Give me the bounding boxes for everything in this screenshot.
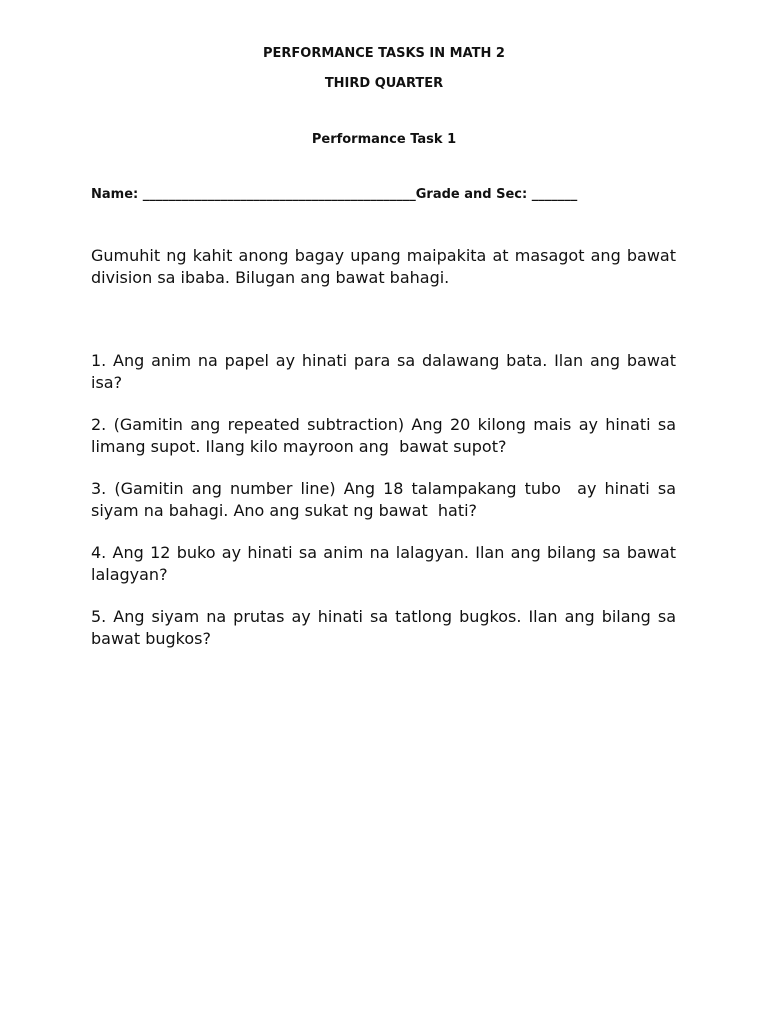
quarter-heading: THIRD QUARTER xyxy=(324,76,444,91)
instructions-paragraph: Gumuhit ng kahit anong bagay upang maipakita at masagot ang bawat division sa ibaba. Bilugan ang bawat bahagi. xyxy=(91,246,676,287)
name-grade-line: Name: __________________________________________Grade and Sec: _______ xyxy=(91,187,578,202)
question-item-3: 3. (Gamitin ang number line) Ang 18 talampakang tubo ay hinati sa siyam na bahagi. Ano ang sukat ng bawat hati? xyxy=(91,479,682,520)
question-item-4: 4. Ang 12 buko ay hinati sa anim na lalagyan. Ilan ang bilang sa bawat lalagyan? xyxy=(91,543,682,584)
question-item-5: 5. Ang siyam na prutas ay hinati sa tatlong bugkos. Ilan ang bilang sa bawat bugkos? xyxy=(91,607,682,648)
question-item-2: 2. (Gamitin ang repeated subtraction) Ang 20 kilong mais ay hinati sa limang supot. Ilang kilo mayroon ang bawat supot? xyxy=(91,415,682,456)
document-title: PERFORMANCE TASKS IN MATH 2 xyxy=(263,46,505,61)
task-heading: Performance Task 1 xyxy=(311,132,457,147)
question-item-1: 1. Ang anim na papel ay hinati para sa dalawang bata. Ilan ang bawat isa? xyxy=(91,351,682,392)
question-list xyxy=(91,350,682,670)
